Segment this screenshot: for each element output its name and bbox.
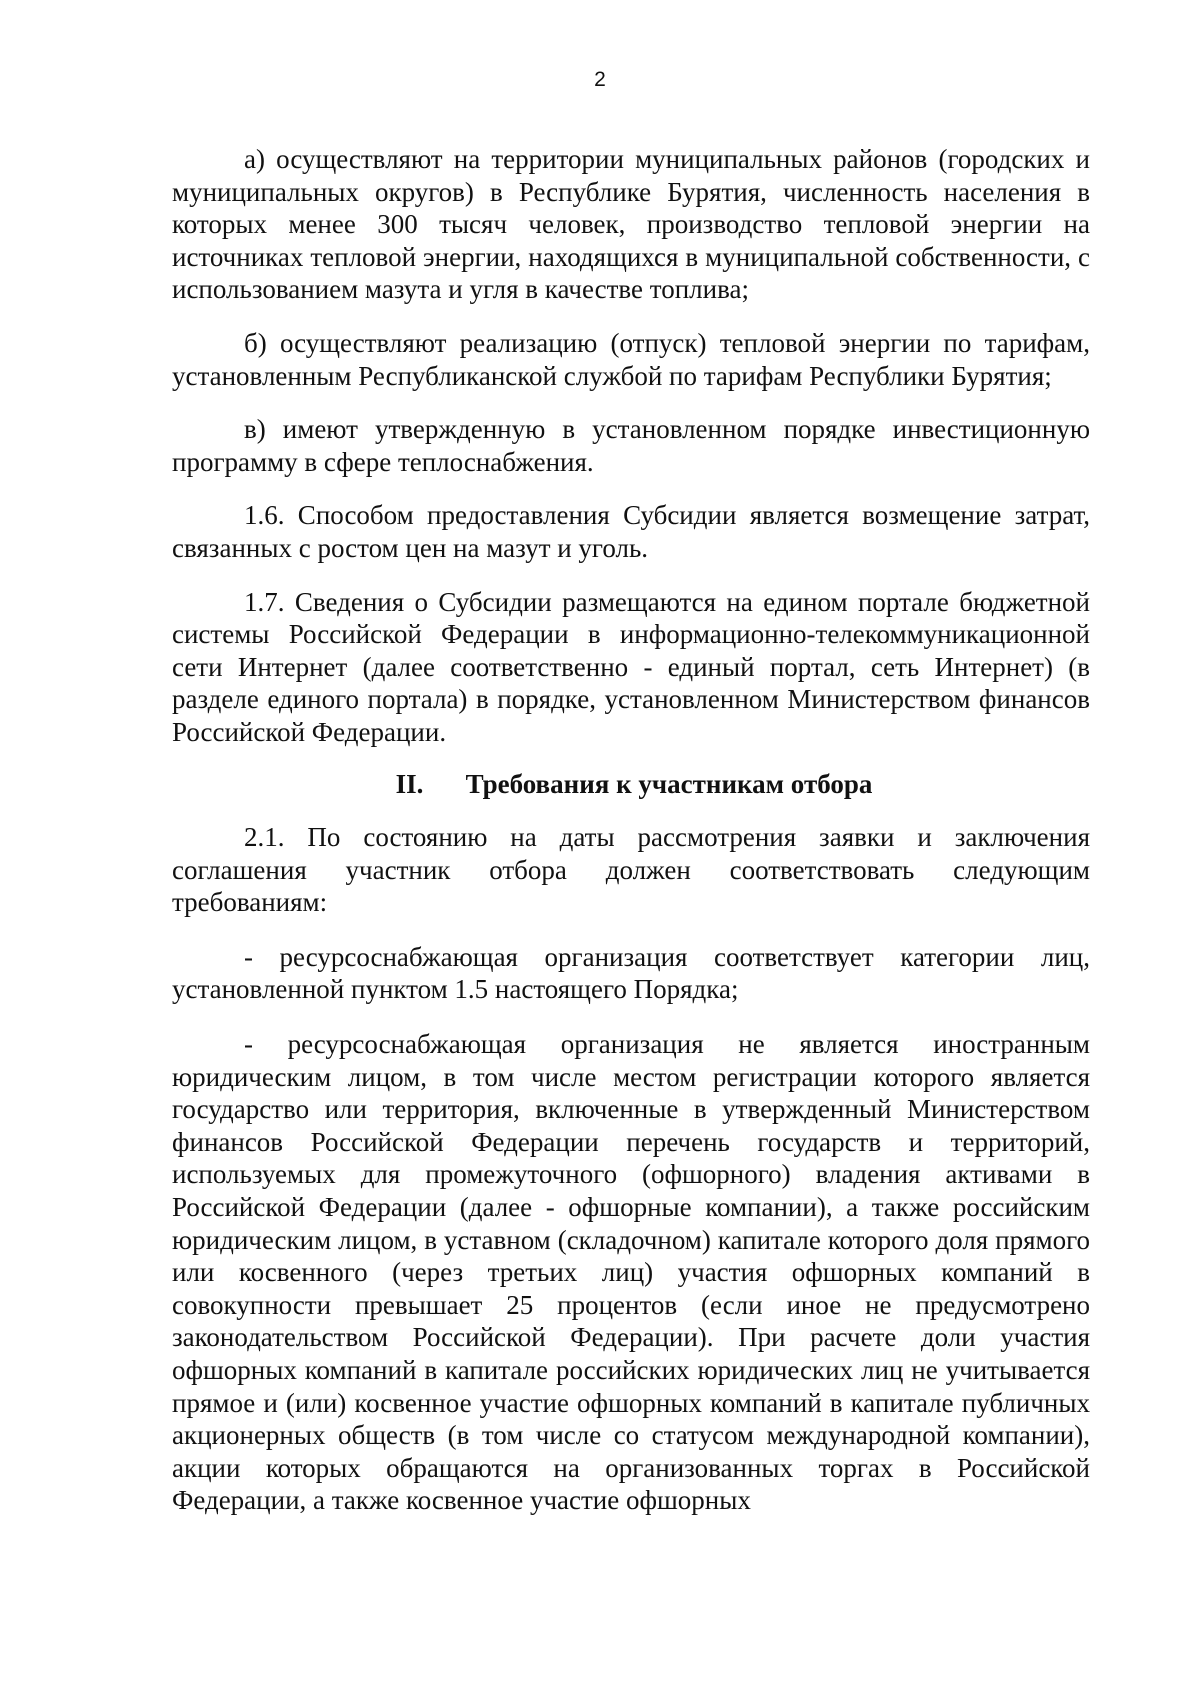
- paragraph-2-1: 2.1. По состоянию на даты рассмотрения заявки и заключения соглашения участник отбора должен соответствовать следующим требованиям:: [172, 822, 1090, 918]
- section-heading: [172, 768, 1090, 801]
- paragraph-item-a: а) осуществляют на территории муниципальных районов (городских и муниципальных округов) в Республике Бурятия, численность населения в которых менее 300 тысяч человек, производство тепловой энергии на источниках тепловой энергии, находящихся в муниципальной собственности, с использованием мазута и угля в качестве топлива;: [172, 144, 1090, 305]
- paragraph-item-v: в) имеют утвержденную в установленном порядке инвестиционную программу в сфере теплоснабжения.: [172, 414, 1090, 477]
- page-number: 2: [594, 68, 606, 91]
- section-title: Требования к участникам отбора: [465, 768, 873, 799]
- requirement-category: - ресурсоснабжающая организация соответствует категории лиц, установленной пунктом 1.5 настоящего Порядка;: [172, 941, 1090, 1005]
- paragraph-item-b: б) осуществляют реализацию (отпуск) тепловой энергии по тарифам, установленным Республиканской службой по тарифам Республики Бурятия;: [172, 327, 1090, 391]
- section-number: II.: [395, 768, 424, 799]
- paragraph-1-7: 1.7. Сведения о Субсидии размещаются на едином портале бюджетной системы Российской Федерации в информационно-телекоммуникационной сети Интернет (далее соответственно - единый портал, сеть Интернет) (в разделе единого портала) в порядке, установленном Министерством финансов Российской Федерации.: [172, 586, 1090, 747]
- requirement-offshore: - ресурсоснабжающая организация не является иностранным юридическим лицом, в том числе местом регистрации которого является государство или территория, включенные в утвержденный Министерством финансов Российской Федерации перечень государств и территорий, используемых для промежуточного (офшорного) владения активами в Российской Федерации (далее - офшорные компании), а также российским юридическим лицом, в уставном (складочном) капитале которого доля прямого или косвенного (через третьих лиц) участия офшорных компаний в совокупности превышает 25 процентов (если иное не предусмотрено законодательством Российской Федерации). При расчете доли участия офшорных компаний в капитале российских юридических лиц не учитывается прямое и (или) косвенное участие офшорных компаний в капитале публичных акционерных обществ (в том числе со статусом международной компании), акции которых обращаются на организованных торгах в Российской Федерации, а также косвенное участие офшорных: [172, 1029, 1090, 1516]
- paragraph-1-6: 1.6. Способом предоставления Субсидии является возмещение затрат, связанных с ростом цен на мазут и уголь.: [172, 500, 1090, 563]
- document-body: [172, 143, 1090, 1517]
